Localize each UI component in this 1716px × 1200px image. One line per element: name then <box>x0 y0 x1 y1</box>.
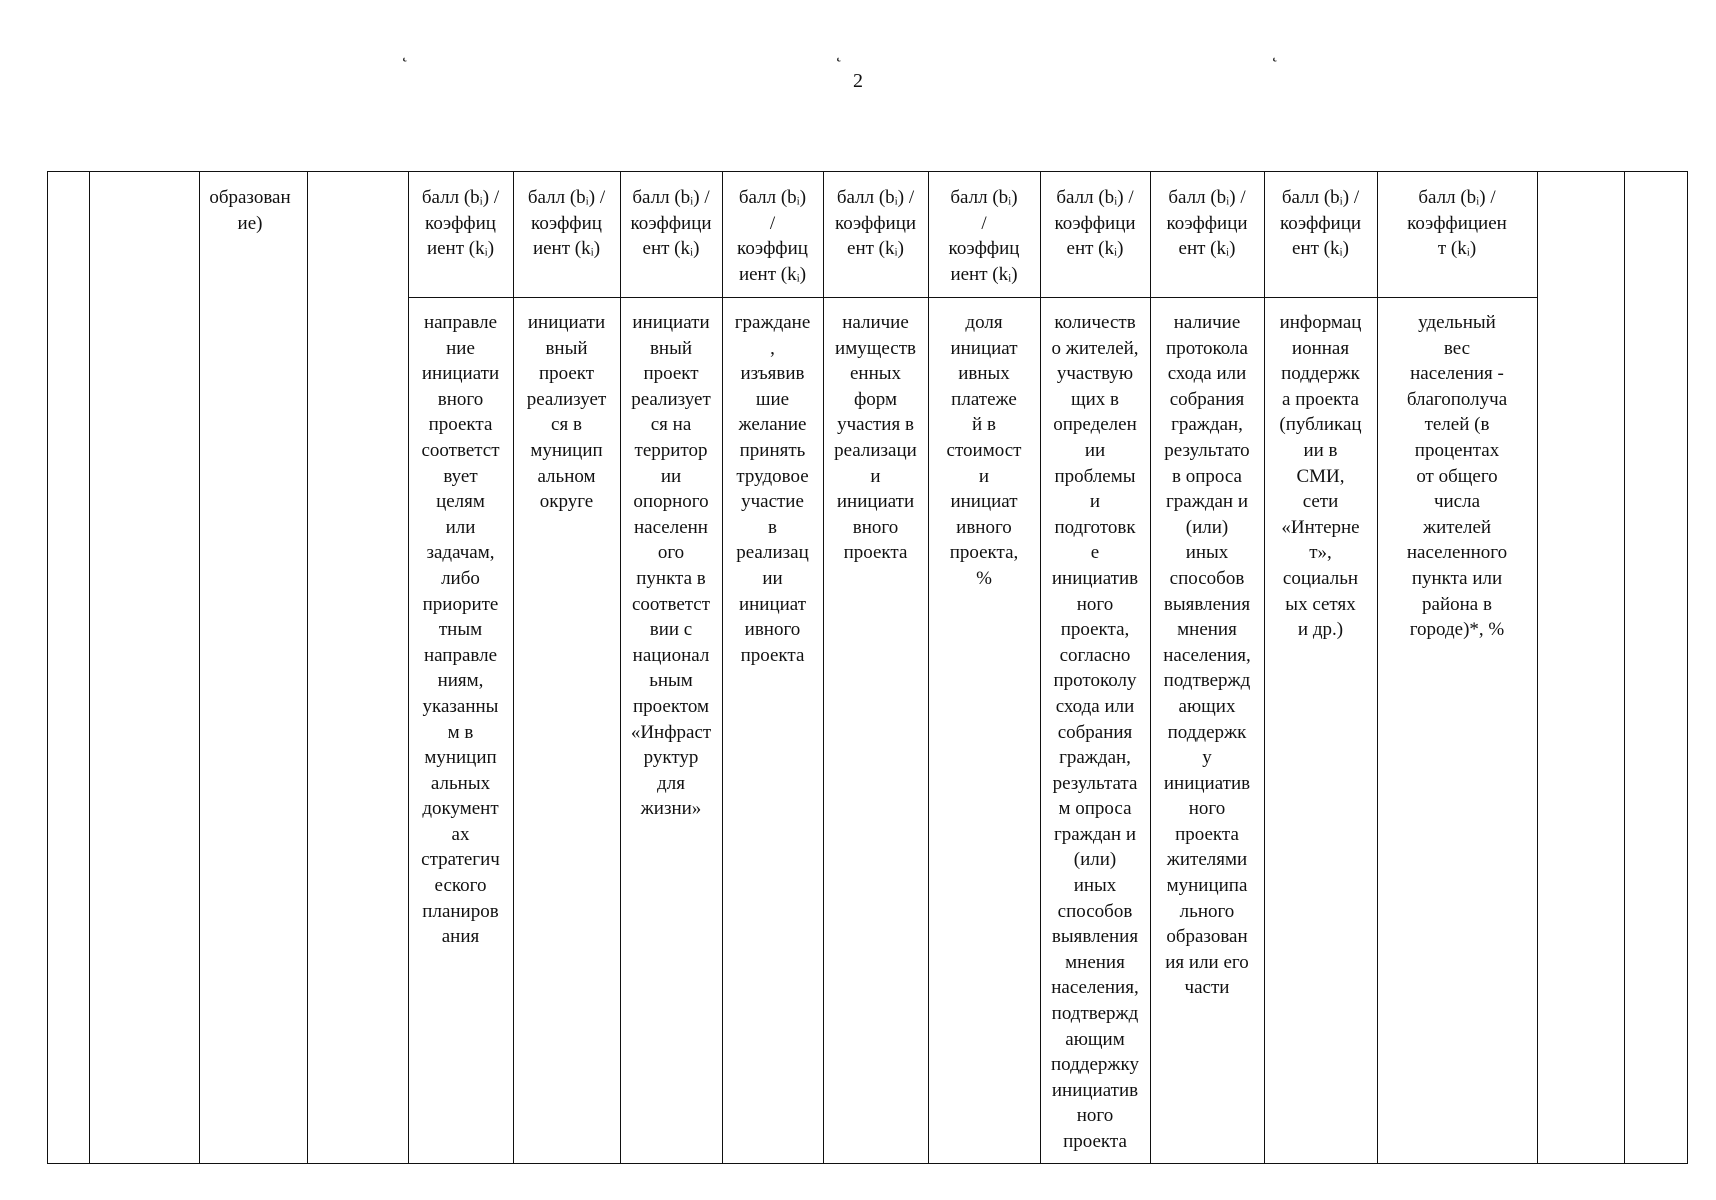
scan-mark: ˛ <box>836 42 842 62</box>
page-number: 2 <box>853 70 863 92</box>
criterion-header: балл (bᵢ) / коэффици ент (kᵢ) <box>1279 187 1362 260</box>
criterion-description: информац ионная поддержк а проекта (публикац ии в СМИ, сети «Интерне т», социальн ых сетях и др.) <box>1279 312 1362 641</box>
first-col-text: образован ие) <box>209 187 291 234</box>
criterion-description: удельный вес населения - благополуча телей (в процентах от общего числа жителей населенного пункта или района в городе)*, % <box>1406 312 1508 641</box>
column-divider <box>1687 171 1688 1164</box>
criterion-header: балл (bᵢ) / коэффиц иент (kᵢ) <box>527 187 606 260</box>
criteria-table <box>47 171 1688 1164</box>
table-border-bottom <box>47 1163 1688 1164</box>
criterion-header: балл (bᵢ) / коэффици ент (kᵢ) <box>1166 187 1248 260</box>
column-divider <box>1040 171 1041 1164</box>
column-divider <box>513 171 514 1164</box>
criterion-header: балл (bᵢ) / коэффици ент (kᵢ) <box>1054 187 1136 260</box>
column-divider <box>199 171 200 1164</box>
criterion-header: балл (bᵢ) / коэффиц иент (kᵢ) <box>948 187 1020 285</box>
column-divider <box>89 171 90 1164</box>
criterion-description: инициати вный проект реализует ся на территор ии опорного населенн ого пункта в соответст вии с национал ьным проектом «Инфраст руктур для жизни» <box>630 312 712 820</box>
criterion-header: балл (bᵢ) / коэффиц иент (kᵢ) <box>421 187 500 260</box>
column-divider <box>1624 171 1625 1164</box>
column-divider <box>1377 171 1378 1164</box>
criterion-description: наличие протокола схода или собрания граждан, результато в опроса граждан и (или) иных способов выявления мнения населения, подтвержд ающих поддержк у инициатив ного проекта жителями муниципа льного образован ия или его части <box>1163 312 1251 999</box>
criterion-description: количеств о жителей, участвую щих в определен ии проблемы и подготовк е инициатив ного проекта, согласно протоколу схода или собрания граждан, результата м опроса граждан и (или) иных способов выявления мнения населения, подтвержд ающим поддержку инициатив ного проекта <box>1051 312 1139 1152</box>
criterion-description: доля инициат ивных платеже й в стоимост и инициат ивного проекта, % <box>946 312 1022 589</box>
column-divider <box>722 171 723 1164</box>
column-divider <box>1150 171 1151 1164</box>
column-divider <box>47 171 48 1164</box>
criterion-header: балл (bᵢ) / коэффициен т (kᵢ) <box>1407 187 1507 260</box>
scan-mark: ˛ <box>1272 42 1278 62</box>
column-divider <box>620 171 621 1164</box>
criterion-header: балл (bᵢ) / коэффици ент (kᵢ) <box>834 187 917 260</box>
column-divider <box>928 171 929 1164</box>
criterion-description: инициати вный проект реализует ся в муницип альном округе <box>526 312 607 513</box>
criterion-description: наличие имуществ енных форм участия в реализаци и инициати вного проекта <box>834 312 917 564</box>
criterion-description: направле ние инициати вного проекта соответст вует целям или задачам, либо приорите тным направле ниям, указанны м в муницип альных документ ах стратегич еского планиров ания <box>421 312 500 948</box>
column-divider <box>1264 171 1265 1164</box>
column-divider <box>1537 171 1538 1164</box>
table-border-top <box>47 171 1688 172</box>
header-separator <box>408 297 1537 298</box>
column-divider <box>307 171 308 1164</box>
criterion-description: граждане , изъявив шие желание принять трудовое участие в реализац ии инициат ивного проекта <box>734 312 811 666</box>
column-divider <box>408 171 409 1164</box>
criterion-header: балл (bᵢ) / коэффици ент (kᵢ) <box>630 187 712 260</box>
column-divider <box>823 171 824 1164</box>
scan-mark: ˛ <box>402 42 408 62</box>
criterion-header: балл (bᵢ) / коэффиц иент (kᵢ) <box>737 187 808 285</box>
